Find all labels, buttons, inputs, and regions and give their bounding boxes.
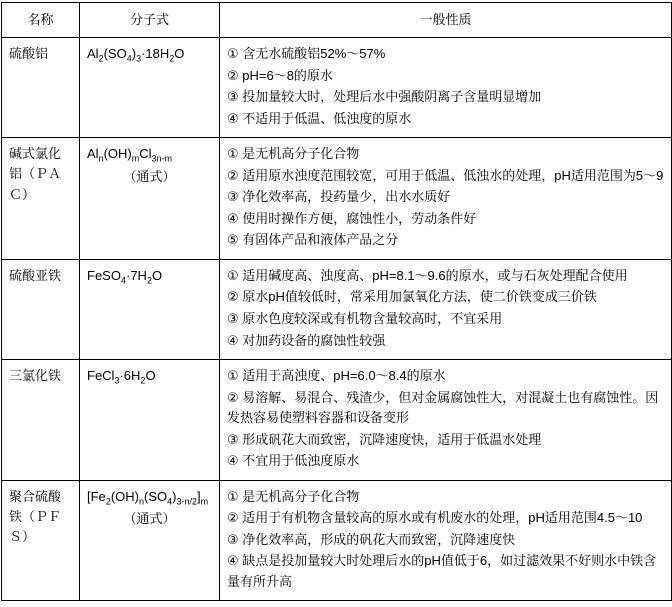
column-header-properties: 一般性质: [220, 3, 672, 38]
property-list: [227, 144, 664, 251]
table-row: [2, 480, 672, 601]
cell-chemical-name: 硫酸亚铁: [2, 259, 80, 359]
property-item: ③ 净化效率高，形成的矾花大而致密，沉降速度快: [227, 531, 516, 547]
coagulant-comparison-table: [1, 2, 672, 601]
table-row: [2, 360, 672, 481]
cell-general-properties: [220, 480, 672, 601]
property-item: ② 适用原水浊度范围较宽，可用于低温、低浊水的处理，pH适用范围为5～9: [227, 167, 664, 183]
table-header-row: [2, 3, 672, 38]
table-body: [2, 38, 672, 601]
cell-general-properties: [220, 259, 672, 359]
table-row: [2, 138, 672, 260]
property-item: ① 适用碱度高、浊度高、pH=8.1～9.6的原水，或与石灰处理配合使用: [227, 267, 628, 283]
property-item: ③ 净化效率高，投药量少，出水水质好: [227, 189, 451, 205]
cell-chemical-name: 三氯化铁: [2, 360, 80, 481]
property-item: ③ 原水色度较深或有机物含量较高时，不宜采用: [227, 310, 503, 326]
property-item: ④ 不适用于低温、低浊度的原水: [227, 110, 412, 126]
property-item: ④ 不宜用于低浊度原水: [227, 453, 360, 469]
table-row: [2, 38, 672, 138]
cell-general-properties: [220, 138, 672, 260]
property-item: ② 适用于有机物含量较高的原水或有机废水的处理，pH适用范围4.5～10: [227, 510, 643, 526]
cell-molecular-formula: $[Fe_2(OH)_n(SO_4)_{3-n/2}]_m$ （通式）: [80, 480, 220, 601]
cell-chemical-name: 聚合硫酸铁（ＰＦＳ）: [2, 480, 80, 601]
column-header-name: 名称: [2, 3, 80, 38]
property-item: ④ 使用时操作方便，腐蚀性小，劳动条件好: [227, 210, 477, 226]
cell-general-properties: [220, 38, 672, 138]
property-item: ② pH=6～8的原水: [227, 67, 333, 83]
table-row: [2, 259, 672, 359]
cell-molecular-formula: $FeCl_3\cdot 6H_2O$: [80, 360, 220, 481]
cell-general-properties: [220, 360, 672, 481]
property-item: ④ 缺点是投加量较大时处理后水的pH值低于6，如过滤效果不好则水中铁含量有所升高: [227, 553, 657, 589]
property-list: [227, 44, 664, 129]
property-list: [227, 266, 664, 351]
property-item: ③ 投加量较大时，处理后水中强酸阴离子含量明显增加: [227, 89, 542, 105]
property-item: ⑤ 有固体产品和液体产品之分: [227, 232, 399, 248]
column-header-formula: 分子式: [80, 3, 220, 38]
property-item: ① 适用于高浊度、pH=6.0～8.4的原水: [227, 368, 446, 384]
property-list: [227, 487, 664, 593]
cell-chemical-name: 碱式氯化铝（ＰＡＣ）: [2, 138, 80, 260]
cell-chemical-name: 硫酸铝: [2, 38, 80, 138]
property-item: ① 含无水硫酸铝52%～57%: [227, 46, 386, 62]
property-list: [227, 366, 664, 472]
cell-molecular-formula: $Al_2(SO_4)_3\cdot 18H_2O$: [80, 38, 220, 138]
cell-molecular-formula: $Al_n(OH)_mCl_{3n-m}$ （通式）: [80, 138, 220, 260]
property-item: ③ 形成矾花大而致密，沉降速度快，适用于低温水处理: [227, 431, 542, 447]
cell-molecular-formula: $FeSO_4\cdot 7H_2O$: [80, 259, 220, 359]
property-item: ④ 对加药设备的腐蚀性较强: [227, 332, 386, 348]
property-item: ② 原水pH值较低时，常采用加氯氧化方法，使二价铁变成三价铁: [227, 289, 597, 305]
property-item: ① 是无机高分子化合物: [227, 488, 360, 504]
property-item: ② 易溶解、易混合、残渣少，但对金属腐蚀性大，对混凝土也有腐蚀性。因发热容易使塑料容器和设备变形: [227, 389, 659, 426]
property-item: ① 是无机高分子化合物: [227, 146, 360, 162]
